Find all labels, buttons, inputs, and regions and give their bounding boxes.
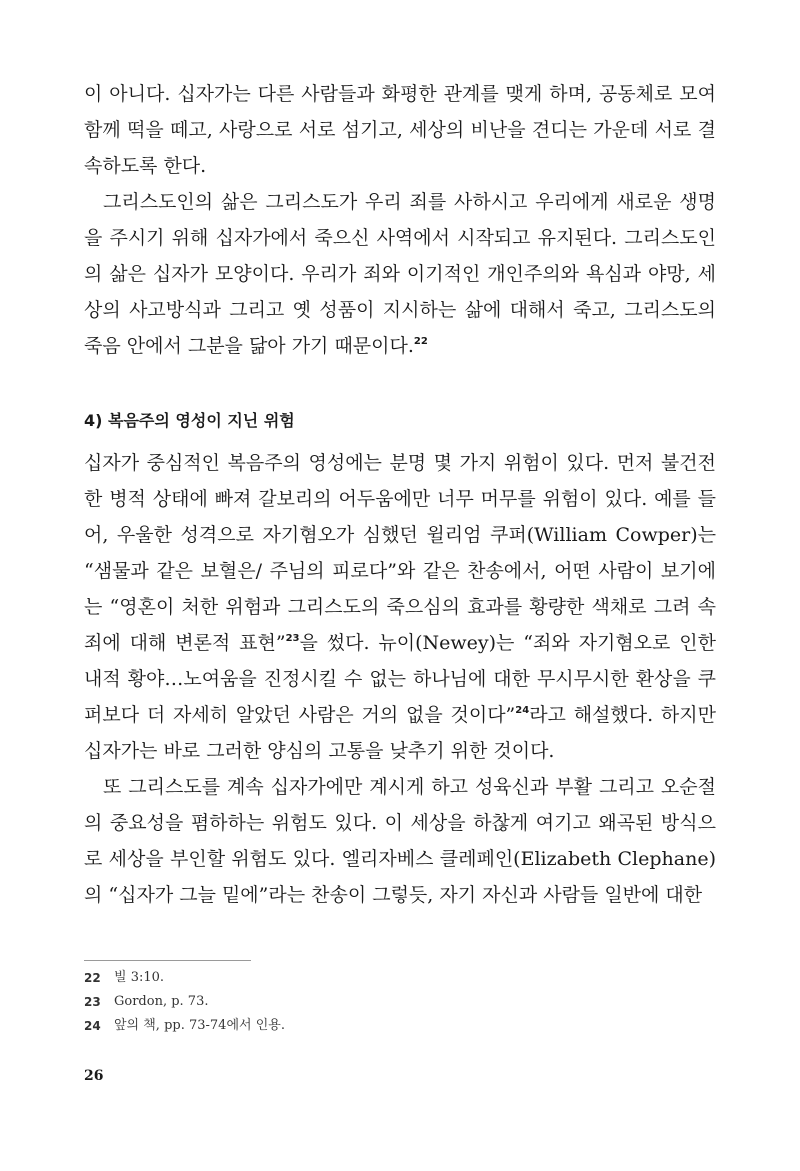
footnote-item [84, 1014, 684, 1038]
footnote-item [84, 966, 684, 990]
paragraph-3-text-c: 라고 해설했다. 하지만 십자가는 바로 그러한 양심의 고통을 낮추기 위한 것이다. [84, 704, 716, 762]
footnote-number: 23 [84, 995, 101, 1009]
paragraph-1 [84, 76, 716, 184]
paragraph-1-text: 이 아니다. 십자가는 다른 사람들과 화평한 관계를 맺게 하며, 공동체로 모여 함께 떡을 떼고, 사랑으로 서로 섬기고, 세상의 비난을 견디는 가운데 서로 결속하도록 한다. [84, 83, 716, 177]
paragraph-3 [84, 445, 716, 769]
footnotes [84, 966, 684, 1038]
footnote-divider [84, 960, 251, 961]
body-text-top [84, 76, 716, 364]
footnote-ref-24: 24 [515, 705, 530, 716]
page-number: 26 [84, 1068, 104, 1084]
paragraph-3-text-b: 을 썼다. 뉴이(Newey)는 “죄와 자기혐오로 인한 내적 황야…노여움을 진정시킬 수 없는 하나님에 대한 무시무시한 환상을 쿠퍼보다 더 자세히 알았던 사람은 거의 없을 것이다” [84, 632, 716, 726]
footnote-ref-22: 22 [413, 336, 428, 347]
body-text-bottom [84, 445, 716, 913]
footnote-text: 빌 3:10. [114, 970, 165, 985]
paragraph-2 [84, 184, 716, 364]
footnote-text: 앞의 책, pp. 73-74에서 인용. [114, 1018, 285, 1033]
footnote-item [84, 990, 684, 1014]
footnote-number: 22 [84, 971, 101, 985]
footnote-ref-23: 23 [285, 633, 300, 644]
paragraph-3-text-a: 십자가 중심적인 복음주의 영성에는 분명 몇 가지 위험이 있다. 먼저 불건전한 병적 상태에 빠져 갈보리의 어두움에만 너무 머무를 위험이 있다. 예를 들어, 우울한 성격으로 자기혐오가 심했던 윌리엄 쿠퍼(William Cowper)는 “샘물과 같은 보혈은/ 주님의 피로다”와 같은 찬송에서, 어떤 사람이 보기에는 “영혼이 처한 위험과 그리스도의 죽으심의 효과를 황량한 색채로 그려 속죄에 대해 변론적 표현” [84, 452, 716, 654]
paragraph-2-text: 그리스도인의 삶은 그리스도가 우리 죄를 사하시고 우리에게 새로운 생명을 주시기 위해 십자가에서 죽으신 사역에서 시작되고 유지된다. 그리스도인의 삶은 십자가 모양이다. 우리가 죄와 이기적인 개인주의와 욕심과 야망, 세상의 사고방식과 그리고 옛 성품이 지시하는 삶에 대해서 죽고, 그리스도의 죽음 안에서 그분을 닮아 가기 때문이다. [84, 191, 716, 357]
paragraph-4 [84, 769, 716, 913]
section-heading: 4) 복음주의 영성이 지닌 위험 [84, 411, 295, 430]
footnote-number: 24 [84, 1019, 101, 1033]
footnote-text: Gordon, p. 73. [114, 994, 209, 1009]
paragraph-4-text: 또 그리스도를 계속 십자가에만 계시게 하고 성육신과 부활 그리고 오순절의 중요성을 폄하하는 위험도 있다. 이 세상을 하찮게 여기고 왜곡된 방식으로 세상을 부인할 위험도 있다. 엘리자베스 클레페인(Elizabeth Clephane)의 “십자가 그늘 밑에”라는 찬송이 그렇듯, 자기 자신과 사람들 일반에 대한 [84, 776, 716, 906]
